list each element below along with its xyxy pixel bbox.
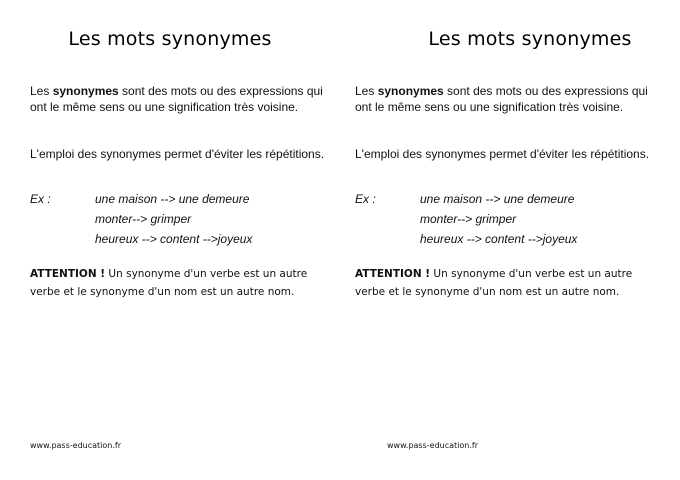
example-item: heureux --> content -->joyeux xyxy=(95,232,253,246)
example-list xyxy=(95,192,252,252)
example-list xyxy=(420,192,577,252)
left-card xyxy=(30,0,330,480)
attention-label: ATTENTION ! xyxy=(30,268,106,280)
page-title: Les mots synonymes xyxy=(428,28,632,50)
page-title: Les mots synonymes xyxy=(68,28,272,50)
footer-url: www.pass-education.fr xyxy=(30,441,121,450)
right-card xyxy=(355,0,655,480)
footer-url: www.pass-education.fr xyxy=(387,441,478,450)
usage-text: L'emploi des synonymes permet d'éviter les répétitions. xyxy=(355,147,650,161)
example-label: Ex : xyxy=(355,192,376,206)
example-item: une maison --> une demeure xyxy=(420,192,575,206)
keyword: synonymes xyxy=(377,84,444,98)
example-item: monter--> grimper xyxy=(95,212,192,226)
attention-note: ATTENTION ! Un synonyme d'un verbe est un autre verbe et le synonyme d'un nom est un autre nom. xyxy=(355,268,633,298)
attention-note: ATTENTION ! Un synonyme d'un verbe est un autre verbe et le synonyme d'un nom est un autre nom. xyxy=(30,268,308,298)
definition-text: Les synonymes sont des mots ou des expressions qui ont le même sens ou une signification très voisine. xyxy=(355,84,648,114)
attention-label: ATTENTION ! xyxy=(355,268,431,280)
example-item: monter--> grimper xyxy=(420,212,517,226)
example-label: Ex : xyxy=(30,192,51,206)
example-item: heureux --> content -->joyeux xyxy=(420,232,578,246)
definition-text: Les synonymes sont des mots ou des expressions qui ont le même sens ou une signification très voisine. xyxy=(30,84,323,114)
keyword: synonymes xyxy=(52,84,119,98)
usage-text: L'emploi des synonymes permet d'éviter les répétitions. xyxy=(30,147,325,161)
example-item: une maison --> une demeure xyxy=(95,192,250,206)
